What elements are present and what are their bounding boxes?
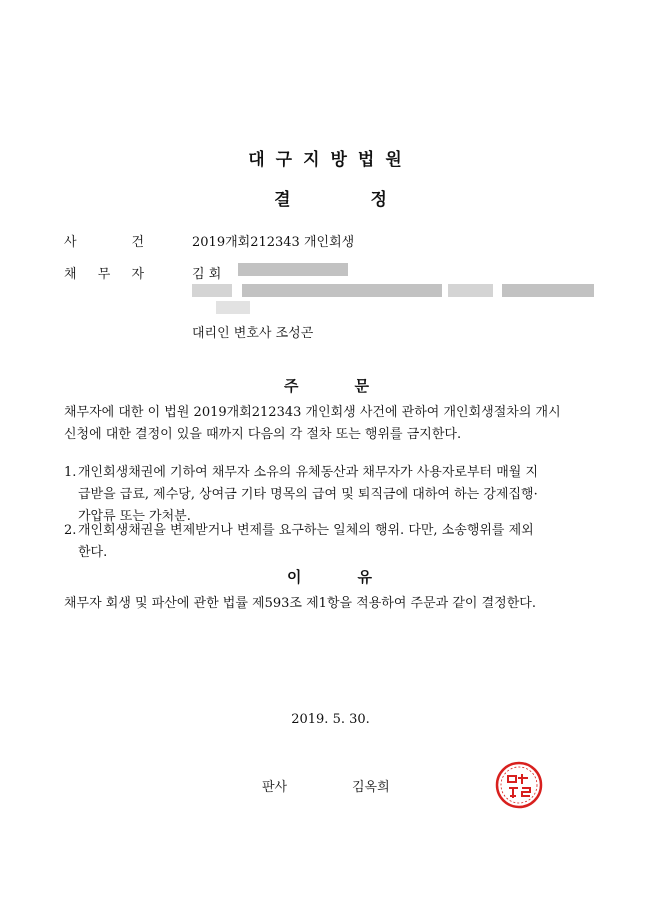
order-item [64, 462, 604, 528]
debtor-label [64, 263, 144, 282]
order-heading-right: 문 [354, 377, 369, 395]
debtor-agent: 대리인 변호사 조성곤 [192, 326, 314, 341]
reason-heading [287, 566, 372, 587]
debtor-label-char: 자 [131, 267, 144, 282]
order-item-number: 2. [64, 523, 77, 538]
redacted-block [192, 284, 232, 297]
judge-name: 김옥희 [352, 780, 390, 795]
decision-date: 2019. 5. 30. [291, 712, 370, 727]
order-heading [284, 375, 369, 396]
document-title [0, 185, 661, 210]
judge-seal-icon [494, 760, 544, 810]
order-item-line: 개인회생채권을 변제받거나 변제를 요구하는 일체의 행위. 다만, 소송행위를 제외 [78, 523, 534, 538]
reason-heading-right: 유 [357, 568, 372, 586]
redacted-block [448, 284, 493, 297]
judge-title: 판사 [262, 780, 288, 795]
debtor-name: 김 회 [192, 267, 222, 282]
debtor-label-char: 무 [97, 267, 111, 282]
case-value: 2019개회212343 개인회생 [192, 235, 355, 250]
case-label-char: 사 [64, 235, 77, 250]
order-item-number: 1. [64, 465, 77, 480]
order-item [64, 520, 604, 564]
court-name: 대구지방법원 [248, 150, 413, 170]
order-item-line: 한다. [78, 545, 108, 560]
order-line: 채무자에 대한 이 법원 2019개회212343 개인회생 사건에 관하여 개인회생절차의 개시 [64, 405, 561, 420]
order-heading-left: 주 [284, 377, 299, 395]
order-item-line: 가압류 또는 가처분. [78, 509, 191, 524]
order-line: 신청에 대한 결정이 있을 때까지 다음의 각 절차 또는 행위를 금지한다. [64, 427, 462, 442]
reason-text: 채무자 회생 및 파산에 관한 법률 제593조 제1항을 적용하여 주문과 같이 결정한다. [64, 596, 536, 611]
document-title-right: 정 [370, 190, 387, 210]
case-label [64, 231, 144, 250]
document-title-left: 결 [274, 190, 291, 210]
redacted-block [238, 263, 348, 276]
case-label-char: 건 [131, 235, 144, 250]
redacted-block [502, 284, 594, 297]
order-item-line: 급받을 급료, 제수당, 상여금 기타 명목의 급여 및 퇴직금에 대하여 하는 강제집행· [78, 487, 538, 502]
order-paragraph [64, 402, 604, 446]
reason-heading-left: 이 [287, 568, 302, 586]
order-item-line: 개인회생채권에 기하여 채무자 소유의 유체동산과 채무자가 사용자로부터 매월 지 [78, 465, 539, 480]
redacted-block [242, 284, 442, 297]
redacted-block [216, 301, 250, 314]
debtor-label-char: 채 [64, 267, 77, 282]
